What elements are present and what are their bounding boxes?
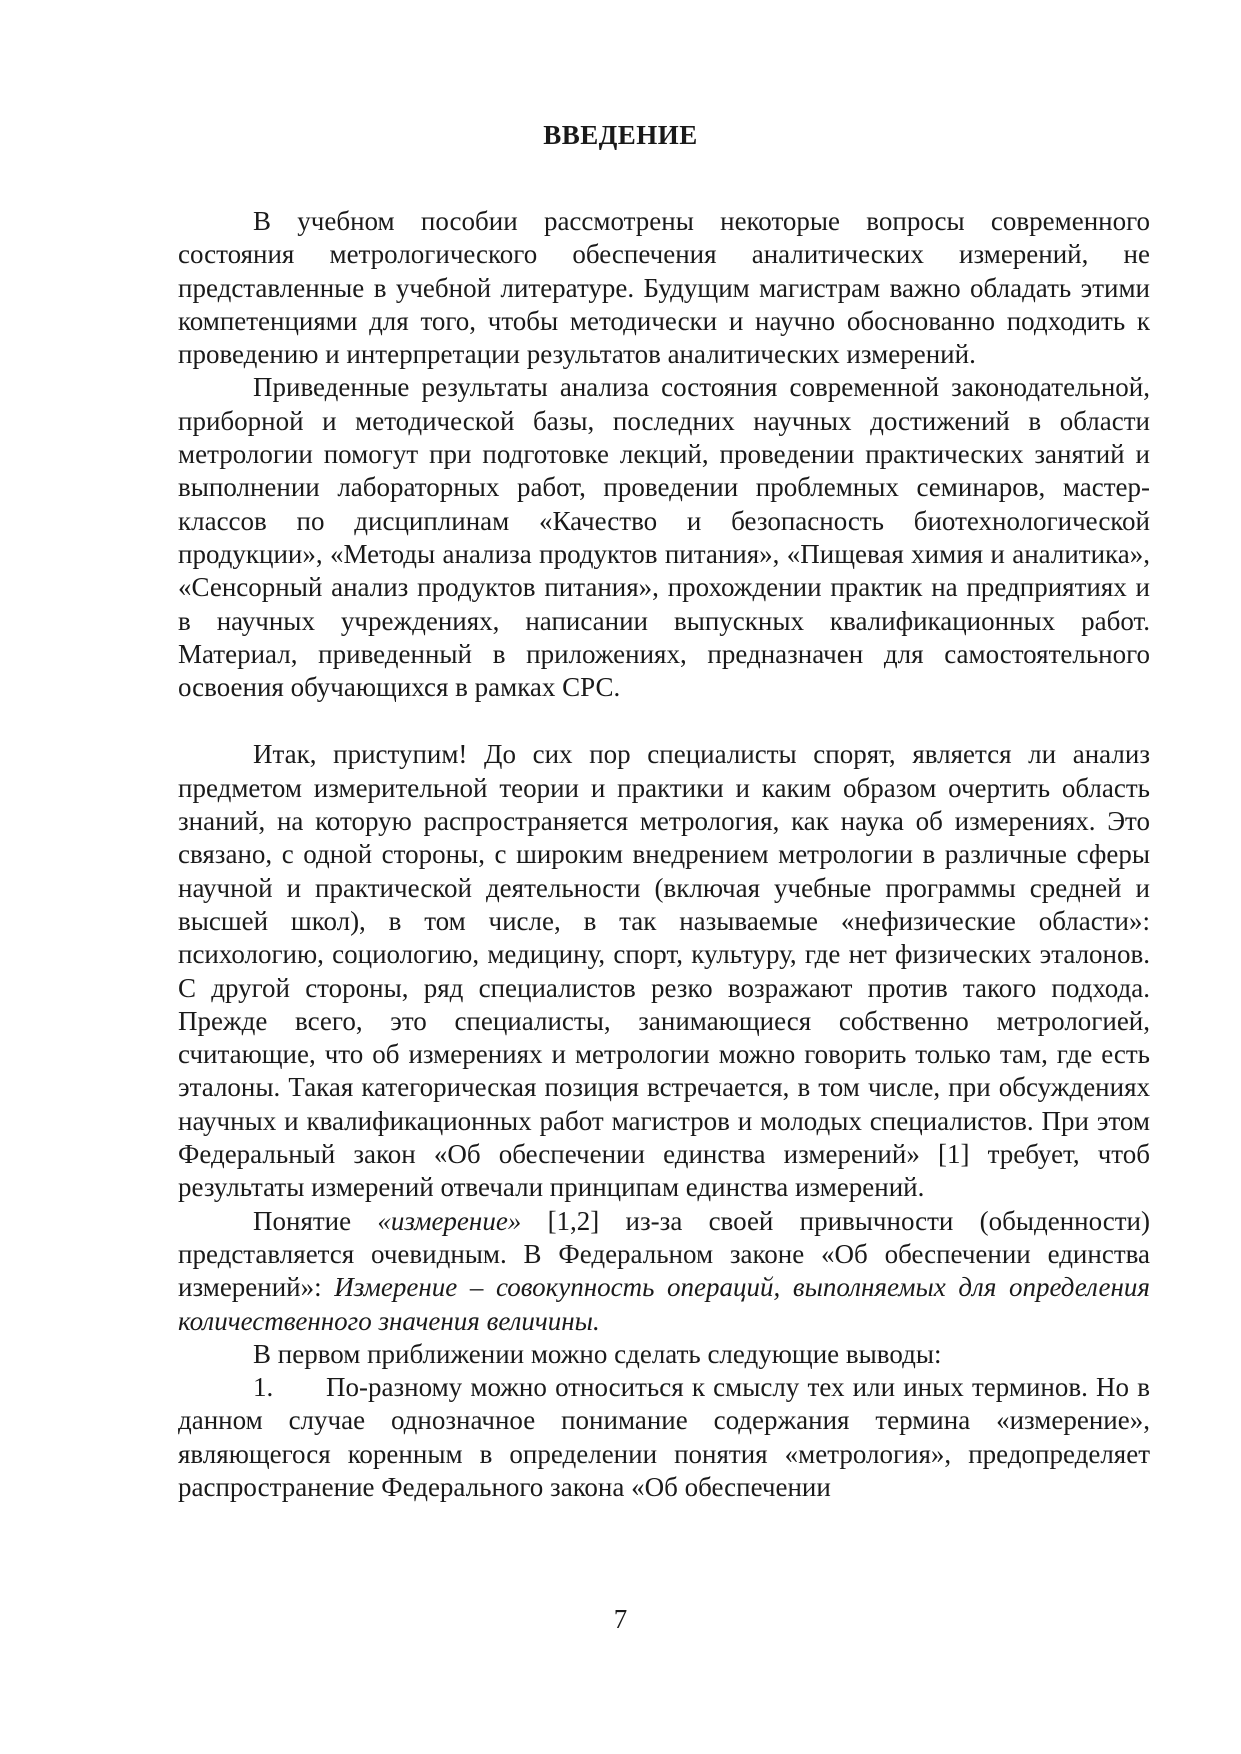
paragraph-text: Понятие <box>253 1205 378 1236</box>
definition-emphasis: Измерение – совокупность операций, выполняемых для определения количественного значения величины. <box>178 1272 1150 1336</box>
list-item <box>178 1371 1150 1504</box>
paragraph <box>178 1205 1150 1338</box>
paragraph-text: [1,2] из-за своей привычности (обыденности) представляется очевидным. В Федеральном законе «Об обеспечении единства измерений»: <box>178 1205 1150 1303</box>
list-item-text: По-разному можно относиться к смыслу тех или иных терминов. Но в данном случае однозначное понимание содержания термина «измерение», являющегося коренным в определении понятия «метрология», предопределяет распространение Федерального закона «Об обеспечении <box>178 1372 1150 1502</box>
list-item-number: 1. <box>253 1372 274 1403</box>
paragraph: В учебном пособии рассмотрены некоторые вопросы современного состояния метрологического обеспечения аналитических измерений, не представленные в учебной литературе. Будущим магистрам важно обладать этими компетенциями для того, чтобы методически и научно обоснованно подходить к проведению и интерпретации результатов аналитических измерений. <box>178 206 1150 370</box>
term-emphasis: «измерение» <box>377 1205 522 1236</box>
paragraph: В первом приближении можно сделать следующие выводы: <box>253 1338 942 1369</box>
page-title: ВВЕДЕНИЕ <box>543 120 698 150</box>
body-text <box>178 205 1150 1504</box>
paragraph: Итак, приступим! До сих пор специалисты спорят, является ли анализ предметом измерительной теории и практики и каким образом очертить область знаний, на которую распространяется метрология, как наука об измерениях. Это связано, с одной стороны, с широким внедрением метрологии в различные сферы научной и практической деятельности (включая учебные программы средней и высшей школ), в том числе, в так называемые «нефизические области»: психологию, социологию, медицину, спорт, культуру, где нет физических эталонов. С другой стороны, ряд специалистов резко возражают против такого подхода. Прежде всего, это специалисты, занимающиеся собственно метрологией, считающие, что об измерениях и метрологии можно говорить только там, где есть эталоны. Такая категорическая позиция встречается, в том числе, при обсуждениях научных и квалификационных работ магистров и молодых специалистов. При этом Федеральный закон «Об обеспечении единства измерений» [1] требует, чтоб результаты измерений отвечали принципам единства измерений. <box>178 739 1150 1203</box>
page-number: 7 <box>613 1604 628 1634</box>
paragraph: Приведенные результаты анализа состояния современной законодательной, приборной и методической базы, последних научных достижений в области метрологии помогут при подготовке лекций, проведении практических занятий и выполнении лабораторных работ, проведении проблемных семинаров, мастер-классов по дисциплинам «Качество и безопасность биотехнологической продукции», «Методы анализа продуктов питания», «Пищевая химия и аналитика», «Сенсорный анализ продуктов питания», прохождении практик на предприятиях и в научных учреждениях, написании выпускных квалификационных работ. Материал, приведенный в приложениях, предназначен для самостоятельного освоения обучающихся в рамках СРС. <box>178 372 1150 703</box>
